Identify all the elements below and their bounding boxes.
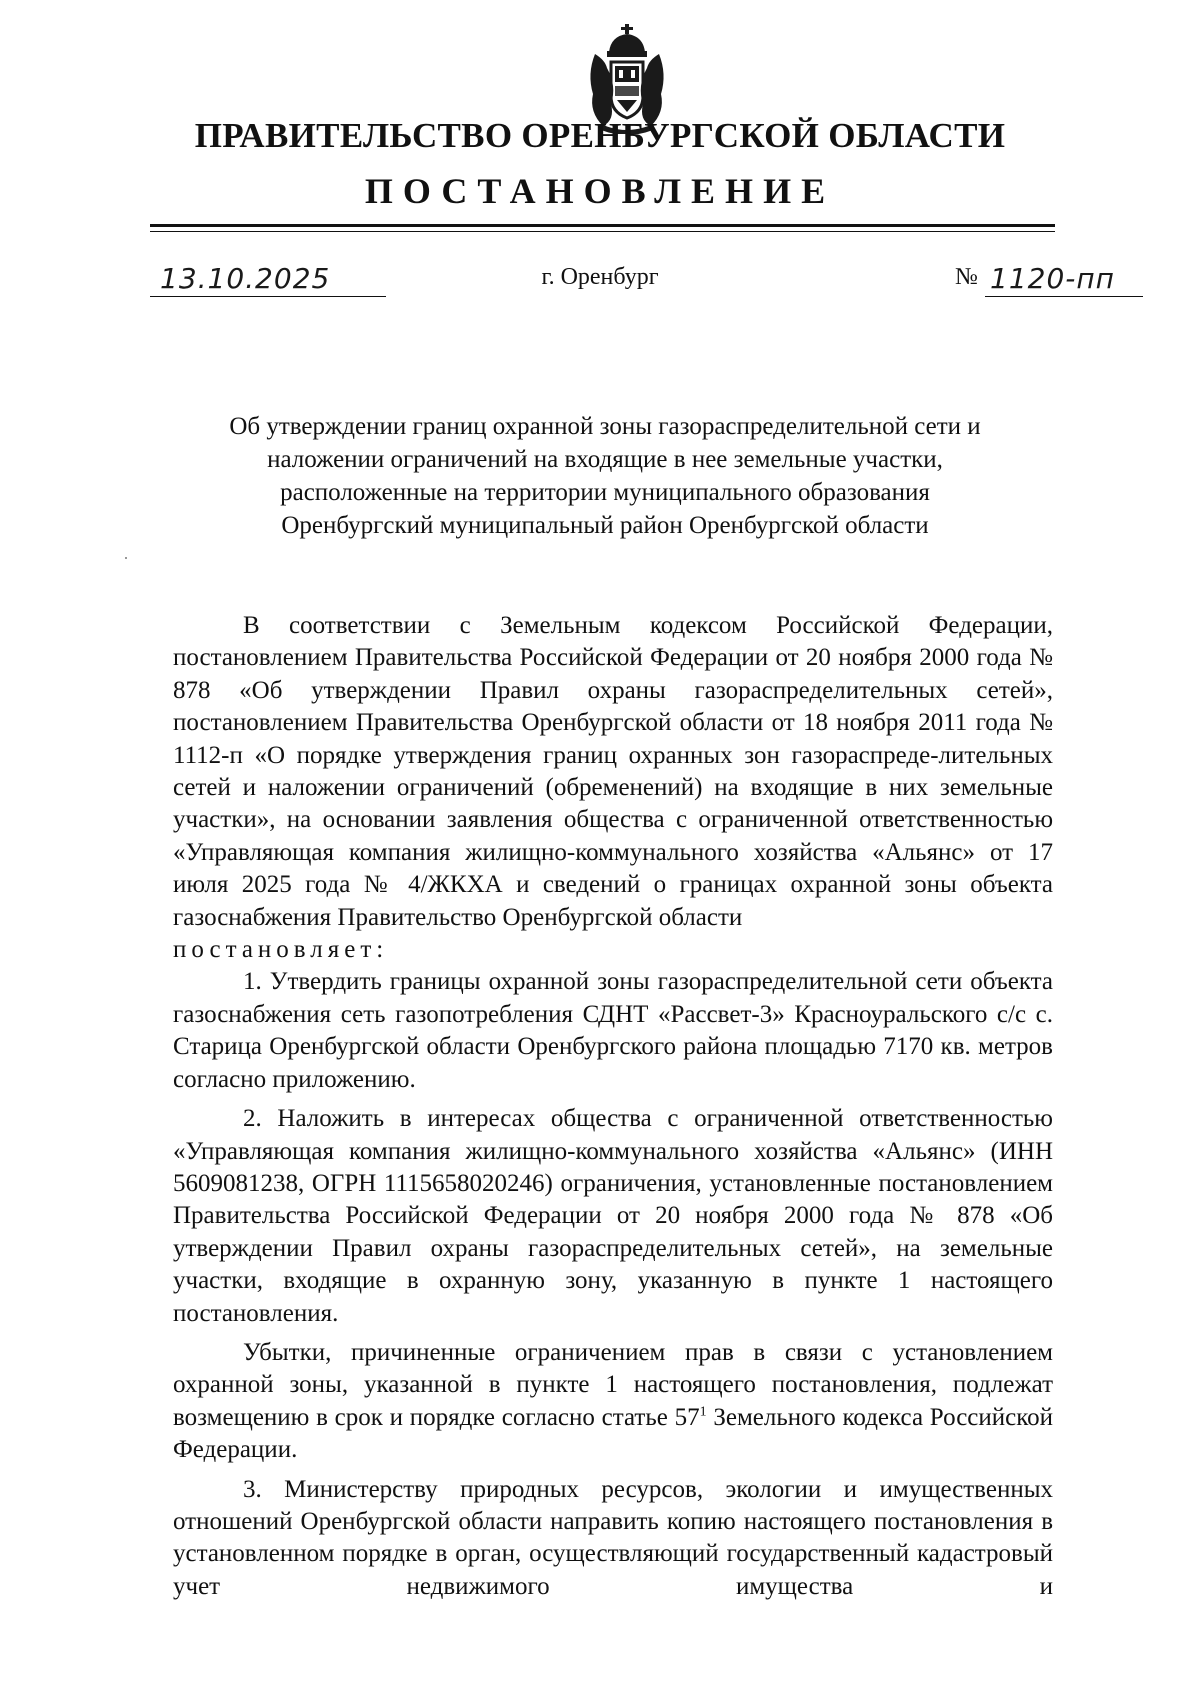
losses-text: Убытки, причиненные ограничением прав в связи с установлением охранной зоны, указанной в пункте 1 настоящего постановления, подлежат возмещению в срок и порядке согласно статье 57 [173, 1338, 1053, 1431]
document-date: 13.10.2025 [160, 262, 331, 295]
losses-text-end: Земельного кодекса Российской Федерации. [173, 1403, 1053, 1464]
item-2-paragraph: 2. Наложить в интересах общества с ограниченной ответственностью «Управляющая компания жилищно-коммунального хозяйства «Альянс» (ИНН 5609081238, ОГРН 1115658020246) ограничения, установленные постановлением Правительства Российской Федерации от 20 ноября 2000 года № 878 «Об утверждении Правил охраны газораспределительных сетей», на земельные участки, входящие в охранную зону, указанную в пункте 1 настоящего постановления. [173, 1105, 1053, 1327]
header-rule-thin [150, 231, 1055, 232]
document-number: 1120-пп [990, 262, 1115, 295]
document-subject [180, 410, 1030, 542]
number-sign: № [955, 264, 978, 290]
item-1-paragraph: 1. Утвердить границы охранной зоны газораспределительной сети объекта газоснабжения сеть газопотребления СДНТ «Рассвет-3» Красноуральского с/с с. Старица Оренбургской области Оренбургского района площадью 7170 кв. метров согласно приложению. [173, 968, 1053, 1093]
subject-line: Об утверждении границ охранной зоны газораспределительной сети и [229, 413, 981, 440]
document-type-title: ПОСТАНОВЛЕНИЕ [364, 171, 836, 211]
subject-line: расположенные на территории муниципального образования [280, 479, 930, 506]
subject-line: наложении ограничений на входящие в нее земельные участки, [267, 446, 943, 473]
document-city: г. Оренбург [541, 264, 659, 290]
subject-line: Оренбургский муниципальный район Оренбургской области [281, 512, 929, 539]
scan-speck [125, 557, 127, 559]
item-3-paragraph: 3. Министерству природных ресурсов, экологии и имущественных отношений Оренбургской области направить копию настоящего постановления в установленном порядке в орган, осуществляющий государственный кадастровый учет недвижимого имущества и [173, 1475, 1053, 1600]
preamble-paragraph: В соответствии с Земельным кодексом Российской Федерации, постановлением Правительства Российской Федерации от 20 ноября 2000 года № 878 «Об утверждении Правил охраны газораспределительных сетей», постановлением Правительства Оренбургской области от 18 ноября 2011 года № 1112-п «О порядке утверждения границ охранных зон газораспреде-лительных сетей и наложении ограничений (обременений) на входящие в них земельные участки», на основании заявления общества с ограниченной ответственностью «Управляющая компания жилищно-коммунального хозяйства «Альянс» от 17 июля 2025 года № 4/ЖКХА и сведений о границах охранной зоны объекта газоснабжения Правительство Оренбургской области [173, 612, 1053, 931]
government-title: ПРАВИТЕЛЬСТВО ОРЕНБУРГСКОЙ ОБЛАСТИ [194, 116, 1006, 155]
number-underline [985, 296, 1143, 297]
header-rule-thick [150, 224, 1055, 227]
losses-paragraph [173, 1337, 1053, 1467]
resolves-word: постановляет: [173, 936, 389, 964]
date-underline [150, 296, 386, 297]
document-body [173, 610, 1053, 1603]
article-superscript: 1 [699, 1404, 707, 1420]
